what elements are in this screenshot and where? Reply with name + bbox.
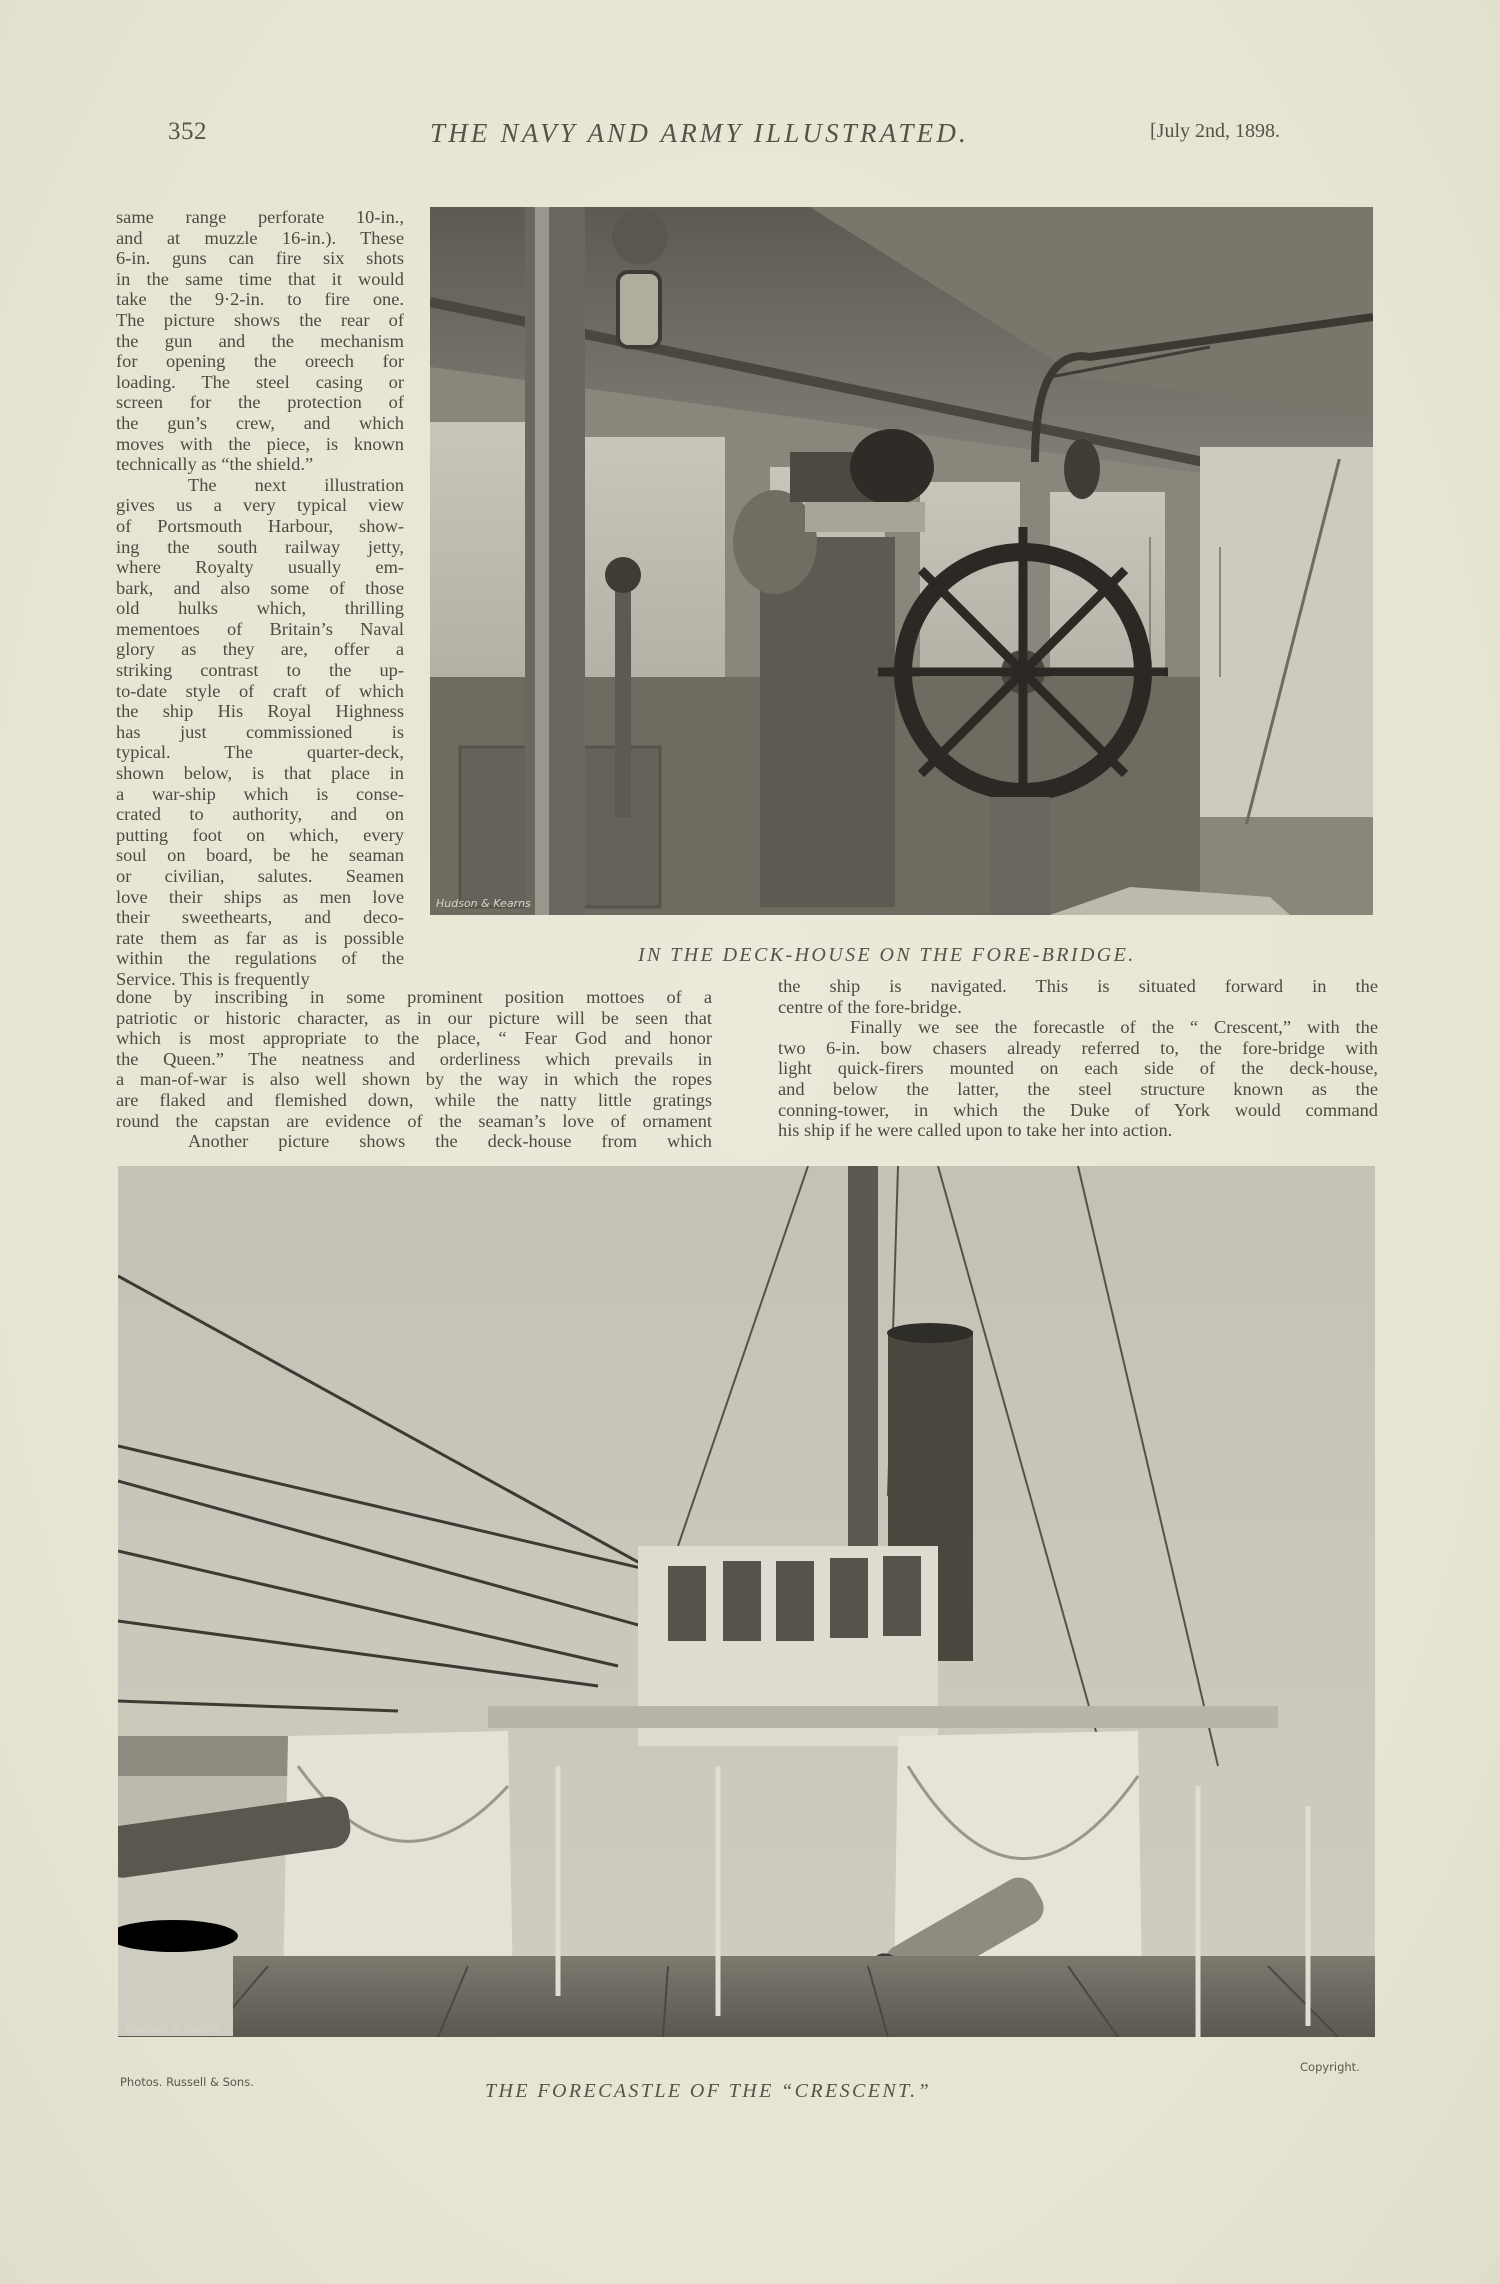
text-line: in the same time that it would [116, 268, 404, 289]
text-line: soul on board, be he seaman [116, 845, 404, 866]
text-line: light quick-firers mounted on each side of the deck-house, [778, 1058, 1378, 1079]
text-line: glory as they are, offer a [116, 639, 404, 660]
text-line: the ship is navigated. This is situated forward in the [778, 976, 1378, 996]
text-line: Finally we see the forecastle of the “ Crescent,” with the [850, 1017, 1378, 1038]
right-text-column [778, 976, 1378, 1141]
forecastle-illustration [118, 1166, 1375, 2037]
text-line: gives us a very typical view [116, 495, 404, 516]
text-line: the ship His Royal Highness [116, 701, 404, 722]
text-line: typical. The quarter-deck, [116, 742, 404, 763]
left-text-column [116, 207, 404, 990]
text-line: patriotic or historic character, as in our picture will be seen that [116, 1007, 712, 1028]
photographer-watermark: Hudson & Kearns [126, 2022, 221, 2035]
text-line: the gun and the mechanism [116, 330, 404, 351]
text-line: Service. This is frequently [116, 968, 310, 989]
text-line: to-date style of craft of which [116, 680, 404, 701]
ship-wheel [878, 527, 1168, 817]
copyright-notice: Copyright. [1300, 2060, 1360, 2074]
text-line: ing the south railway jetty, [116, 536, 404, 557]
text-line: two 6-in. bow chasers already referred to, the fore-bridge with [778, 1037, 1378, 1058]
text-line: centre of the fore-bridge. [778, 996, 962, 1017]
text-line: and at muzzle 16-in.). These [116, 227, 404, 248]
photo-deck-house [430, 207, 1373, 915]
text-line: crated to authority, and on [116, 804, 404, 825]
text-line: are flaked and flemished down, while the natty little gratings [116, 1089, 712, 1110]
text-line: striking contrast to the up- [116, 660, 404, 681]
issue-date: [July 2nd, 1898. [1150, 120, 1280, 142]
photo-forecastle [118, 1166, 1375, 2037]
text-line: has just commissioned is [116, 721, 404, 742]
masthead-title: THE NAVY AND ARMY ILLUSTRATED. [430, 118, 969, 148]
text-line: putting foot on which, every [116, 824, 404, 845]
text-line: or civilian, salutes. Seamen [116, 866, 404, 886]
text-line: mementoes of Britain’s Naval [116, 618, 404, 639]
text-line: take the 9·2-in. to fire one. [116, 289, 404, 310]
text-line: round the capstan are evidence of the seaman’s love of ornament [116, 1110, 712, 1131]
text-line: 6-in. guns can fire six shots [116, 248, 404, 269]
text-line: screen for the protection of [116, 392, 404, 413]
text-line: which is most appropriate to the place, “ Fear God and honor [116, 1028, 712, 1049]
text-line: moves with the piece, is known [116, 433, 404, 454]
page-number: 352 [168, 118, 207, 145]
text-line: The next illustration [188, 474, 404, 495]
text-line: Another picture shows the deck-house from which [188, 1131, 712, 1152]
text-line: the gun’s crew, and which [116, 412, 404, 433]
figure-caption-deck-house: IN THE DECK-HOUSE ON THE FORE-BRIDGE. [638, 944, 1136, 966]
text-line: loading. The steel casing or [116, 371, 404, 392]
text-line: done by inscribing in some prominent position mottoes of a [116, 987, 712, 1007]
text-line: shown below, is that place in [116, 763, 404, 784]
text-line: a war-ship which is conse- [116, 783, 404, 804]
text-line: same range perforate 10-in., [116, 207, 404, 227]
figure-caption-forecastle: THE FORECASTLE OF THE “CRESCENT.” [485, 2080, 932, 2102]
text-line: bark, and also some of those [116, 577, 404, 598]
text-line: for opening the oreech for [116, 351, 404, 372]
text-line: their sweethearts, and deco- [116, 907, 404, 928]
text-line: his ship if he were called upon to take her into action. [778, 1120, 1173, 1141]
photo-credit: Photos. Russell & Sons. [120, 2075, 254, 2089]
wide-text-column [116, 987, 712, 1152]
text-line: The picture shows the rear of [116, 309, 404, 330]
text-line: and below the latter, the steel structure known as the [778, 1078, 1378, 1099]
text-line: the Queen.” The neatness and orderliness which prevails in [116, 1048, 712, 1069]
text-line: old hulks which, thrilling [116, 598, 404, 619]
text-line: where Royalty usually em- [116, 557, 404, 578]
photographer-watermark: Hudson & Kearns [436, 897, 531, 910]
text-line: technically as “the shield.” [116, 454, 314, 475]
text-line: conning-tower, in which the Duke of York would command [778, 1099, 1378, 1120]
text-line: within the regulations of the [116, 948, 404, 969]
text-line: rate them as far as is possible [116, 927, 404, 948]
text-line: a man-of-war is also well shown by the way in which the ropes [116, 1069, 712, 1090]
deck-house-illustration [430, 207, 1373, 915]
text-line: love their ships as men love [116, 886, 404, 907]
text-line: of Portsmouth Harbour, show- [116, 515, 404, 536]
